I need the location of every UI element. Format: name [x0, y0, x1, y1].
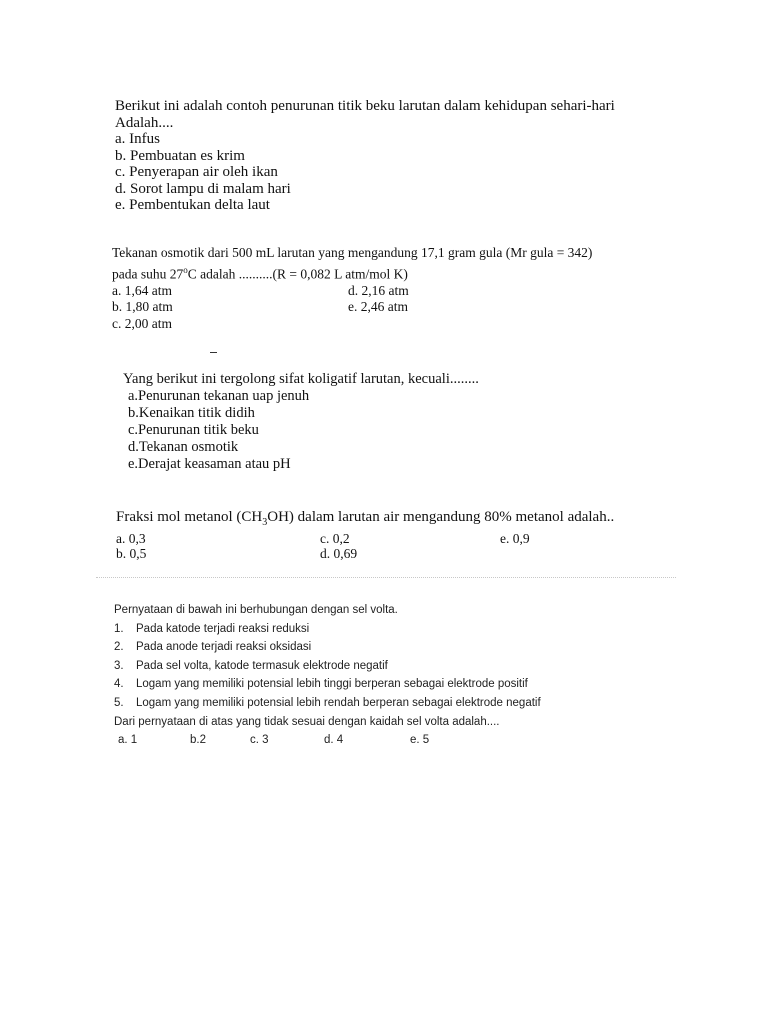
q3-option-d: d.Tekanan osmotik — [128, 439, 239, 455]
q2-options-row-3 — [112, 316, 672, 333]
q3-option-c: c.Penurunan titik beku — [128, 422, 259, 438]
q1-stem-line-1: Berikut ini adalah contoh penurunan titik beku larutan dalam kehidupan sehari-hari — [115, 98, 615, 114]
question-3 — [123, 371, 479, 473]
q1-option-a: a. Infus — [115, 131, 160, 147]
q2-option-a: a. 1,64 atm — [112, 282, 172, 298]
q4-option-e: e. 0,9 — [500, 531, 530, 546]
q4-option-a: a. 0,3 — [116, 531, 146, 546]
q2-options-row-2 — [112, 299, 672, 316]
q1-stem-line-2: Adalah.... — [115, 114, 174, 131]
q3-stem: Yang berikut ini tergolong sifat koligatif larutan, kecuali........ — [123, 371, 479, 387]
q2-option-d: d. 2,16 atm — [348, 282, 409, 298]
q5-statement-1: 1. Pada katode terjadi reaksi reduksi — [114, 622, 310, 635]
q2-stem-line-1: Tekanan osmotik dari 500 mL larutan yang mengandung 17,1 gram gula (Mr gula = 342) — [112, 245, 593, 260]
q4-option-c: c. 0,2 — [320, 531, 350, 546]
q4-options-row-2 — [116, 546, 676, 561]
q5-statement-3: 3. Pada sel volta, katode termasuk elektrode negatif — [114, 659, 388, 672]
question-1 — [115, 98, 615, 214]
q5-intro: Pernyataan di bawah ini berhubungan dengan sel volta. — [114, 604, 398, 616]
q1-option-c: c. Penyerapan air oleh ikan — [115, 164, 278, 180]
q5-option-c: c. 3 — [250, 734, 269, 747]
question-5 — [114, 601, 674, 749]
q5-option-a: a. 1 — [118, 734, 138, 747]
q5-option-e: e. 5 — [410, 734, 430, 747]
q1-option-b: b. Pembuatan es krim — [115, 147, 245, 164]
q2-option-c: c. 2,00 atm — [112, 315, 172, 331]
q1-option-e: e. Pembentukan delta laut — [115, 197, 270, 213]
q2-stem-line-2: pada suhu 27$^o$C adalah ..........(R = 0,082 L atm/mol K) — [112, 264, 408, 281]
q1-option-d: d. Sorot lampu di malam hari — [115, 180, 291, 197]
q5-options-row — [114, 731, 674, 749]
q5-statement-2: 2. Pada anode terjadi reaksi oksidasi — [114, 641, 312, 654]
q5-statement-5: 5. Logam yang memiliki potensial lebih rendah berperan sebagai elektrode negatif — [114, 696, 541, 709]
q3-option-b: b.Kenaikan titik didih — [128, 405, 255, 421]
faint-divider — [96, 577, 676, 578]
q5-statement-4: 4. Logam yang memiliki potensial lebih tinggi berperan sebagai elektrode positif — [114, 678, 528, 691]
q4-option-d: d. 0,69 — [320, 546, 358, 561]
q2-option-e: e. 2,46 atm — [348, 299, 408, 314]
q2-option-b: b. 1,80 atm — [112, 299, 173, 314]
q4-options-row-1 — [116, 531, 676, 546]
q3-option-a: a.Penurunan tekanan uap jenuh — [128, 388, 310, 404]
q5-option-b: b.2 — [190, 734, 206, 747]
q5-option-d: d. 4 — [324, 734, 344, 747]
q4-option-b: b. 0,5 — [116, 546, 147, 561]
question-4 — [116, 509, 676, 561]
q4-stem: Fraksi mol metanol $(CH_3OH)$ dalam larutan air mengandung 80% metanol adalah.. — [116, 509, 615, 528]
stray-dash — [210, 352, 217, 353]
q3-option-e: e.Derajat keasaman atau pH — [128, 456, 291, 472]
q2-options-row-1 — [112, 283, 672, 300]
q5-question: Dari pernyataan di atas yang tidak sesuai dengan kaidah sel volta adalah.... — [114, 715, 500, 728]
question-2 — [112, 245, 672, 332]
